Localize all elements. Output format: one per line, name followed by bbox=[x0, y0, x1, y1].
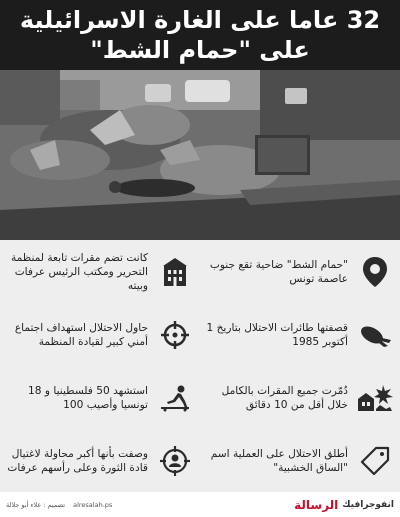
location-pin-icon bbox=[354, 251, 396, 293]
infographic-label: انفوجرافيك bbox=[342, 499, 394, 510]
fact-destruction-text: دُمّرت جميع المقرات بالكامل خلال أقل من 10 دقائق bbox=[221, 384, 348, 411]
fact-location-text: "حمام الشط" ضاحية تقع جنوب عاصمة تونس bbox=[209, 258, 348, 285]
facts-grid bbox=[0, 240, 400, 492]
website-link[interactable]: alresalah.ps bbox=[73, 500, 113, 509]
fact-operation-name-text: أطلق الاحتلال على العملية اسم "الساق الخشبية" bbox=[210, 447, 348, 474]
fact-casualties bbox=[0, 366, 200, 429]
designer-credit: تصميم : علاء أبو جلالة bbox=[6, 500, 66, 509]
fact-headquarters bbox=[0, 240, 200, 303]
brand-logo: الرسالة bbox=[294, 497, 339, 512]
title-line-1: 32 عاما على الغارة الاسرائيلية bbox=[19, 6, 381, 34]
fact-assassination-attempt-text: وصفت بأنها أكبر محاولة لاغتيال قادة الثورة وعلى رأسهم عرفات bbox=[7, 447, 148, 474]
fact-meeting-target-text: حاول الاحتلال استهداف اجتماع أمني كبير لقيادة المنظمة bbox=[14, 321, 148, 348]
fact-headquarters-text: كانت تضم مقرات تابعة لمنظمة التحرير ومكتب الرئيس عرفات وبيته bbox=[10, 251, 148, 292]
fact-destruction bbox=[200, 366, 400, 429]
building-icon bbox=[154, 251, 196, 293]
explosion-icon bbox=[354, 377, 396, 419]
title-line-2: على "حمام الشط" bbox=[90, 36, 310, 64]
tag-icon bbox=[354, 440, 396, 482]
fact-casualties-text: استشهد 50 فلسطينيا و 18 تونسيا وأصيب 100 bbox=[28, 384, 148, 411]
fact-location bbox=[200, 240, 400, 303]
fact-bombing-date bbox=[200, 303, 400, 366]
header bbox=[0, 0, 400, 70]
assassination-target-icon bbox=[154, 440, 196, 482]
target-icon bbox=[154, 314, 196, 356]
photo-illustration bbox=[0, 70, 400, 240]
fact-operation-name bbox=[200, 429, 400, 492]
fact-bombing-date-text: قصفتها طائرات الاحتلال بتاريخ 1 أكتوبر 1985 bbox=[206, 321, 348, 348]
fact-assassination-attempt bbox=[0, 429, 200, 492]
casualty-icon bbox=[154, 377, 196, 419]
historical-photo bbox=[0, 70, 400, 240]
bomb-icon bbox=[354, 314, 396, 356]
footer bbox=[0, 492, 400, 517]
fact-meeting-target bbox=[0, 303, 200, 366]
